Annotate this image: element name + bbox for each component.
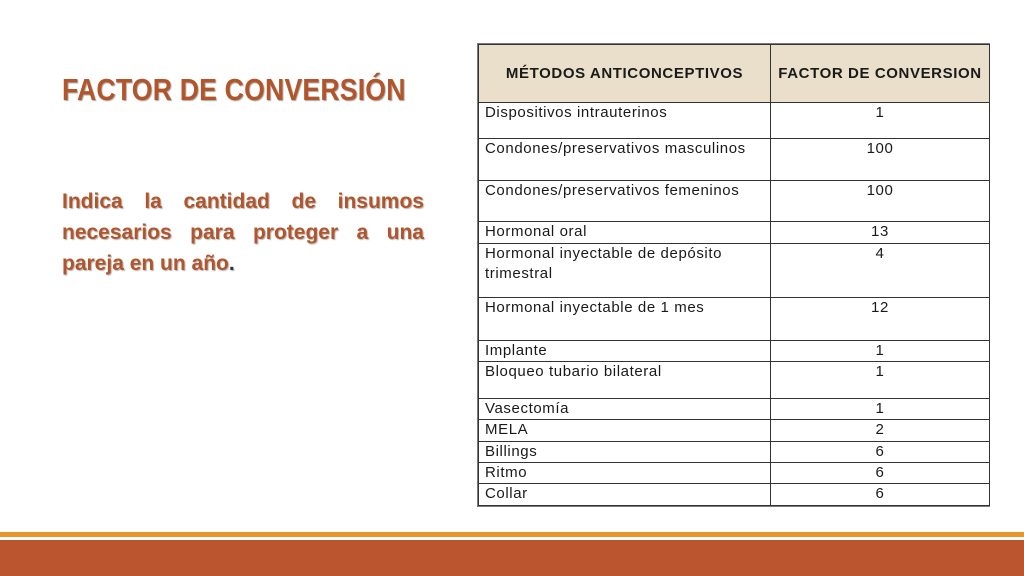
row-factor: 13 [771, 222, 990, 244]
row-factor: 1 [771, 340, 990, 361]
row-method: Implante [479, 340, 771, 361]
table-row [479, 103, 990, 139]
footer-stripe [0, 532, 1024, 537]
row-factor: 1 [771, 103, 990, 139]
row-factor: 12 [771, 298, 990, 340]
row-method: Condones/preservativos masculinos [479, 139, 771, 181]
row-method: Billings [479, 441, 771, 462]
table-row [479, 139, 990, 181]
table-row [479, 361, 990, 398]
description-period: . [228, 252, 235, 275]
row-method: Collar [479, 483, 771, 505]
table-header-row [479, 45, 990, 103]
row-method: Hormonal inyectable de depósito trimestral [479, 244, 771, 298]
slide-description [62, 186, 424, 279]
row-method: Hormonal oral [479, 222, 771, 244]
table-row [479, 298, 990, 340]
table-row [479, 222, 990, 244]
row-factor: 4 [771, 244, 990, 298]
table-row [479, 244, 990, 298]
conversion-table-container [477, 43, 990, 507]
row-factor: 1 [771, 398, 990, 419]
row-factor: 6 [771, 483, 990, 505]
row-method: Dispositivos intrauterinos [479, 103, 771, 139]
table-row [479, 398, 990, 419]
header-methods: MÉTODOS ANTICONCEPTIVOS [479, 45, 771, 103]
header-factor: FACTOR DE CONVERSION [771, 45, 990, 103]
table-row [479, 441, 990, 462]
row-method: Condones/preservativos femeninos [479, 181, 771, 222]
row-factor: 100 [771, 139, 990, 181]
row-factor: 6 [771, 462, 990, 483]
slide-title: FACTOR DE CONVERSIÓN [62, 72, 406, 107]
row-method: Ritmo [479, 462, 771, 483]
row-method: Vasectomía [479, 398, 771, 419]
table-row [479, 462, 990, 483]
row-factor: 2 [771, 419, 990, 441]
row-method: Bloqueo tubario bilateral [479, 361, 771, 398]
row-method: MELA [479, 419, 771, 441]
row-factor: 1 [771, 361, 990, 398]
table-row [479, 419, 990, 441]
row-factor: 100 [771, 181, 990, 222]
table-row [479, 181, 990, 222]
row-method: Hormonal inyectable de 1 mes [479, 298, 771, 340]
table-row [479, 340, 990, 361]
row-factor: 6 [771, 441, 990, 462]
table-row [479, 483, 990, 505]
conversion-factor-table [478, 44, 990, 506]
footer-bar [0, 540, 1024, 576]
description-text: Indica la cantidad de insumos necesarios para proteger a una pareja en un año [62, 190, 424, 275]
